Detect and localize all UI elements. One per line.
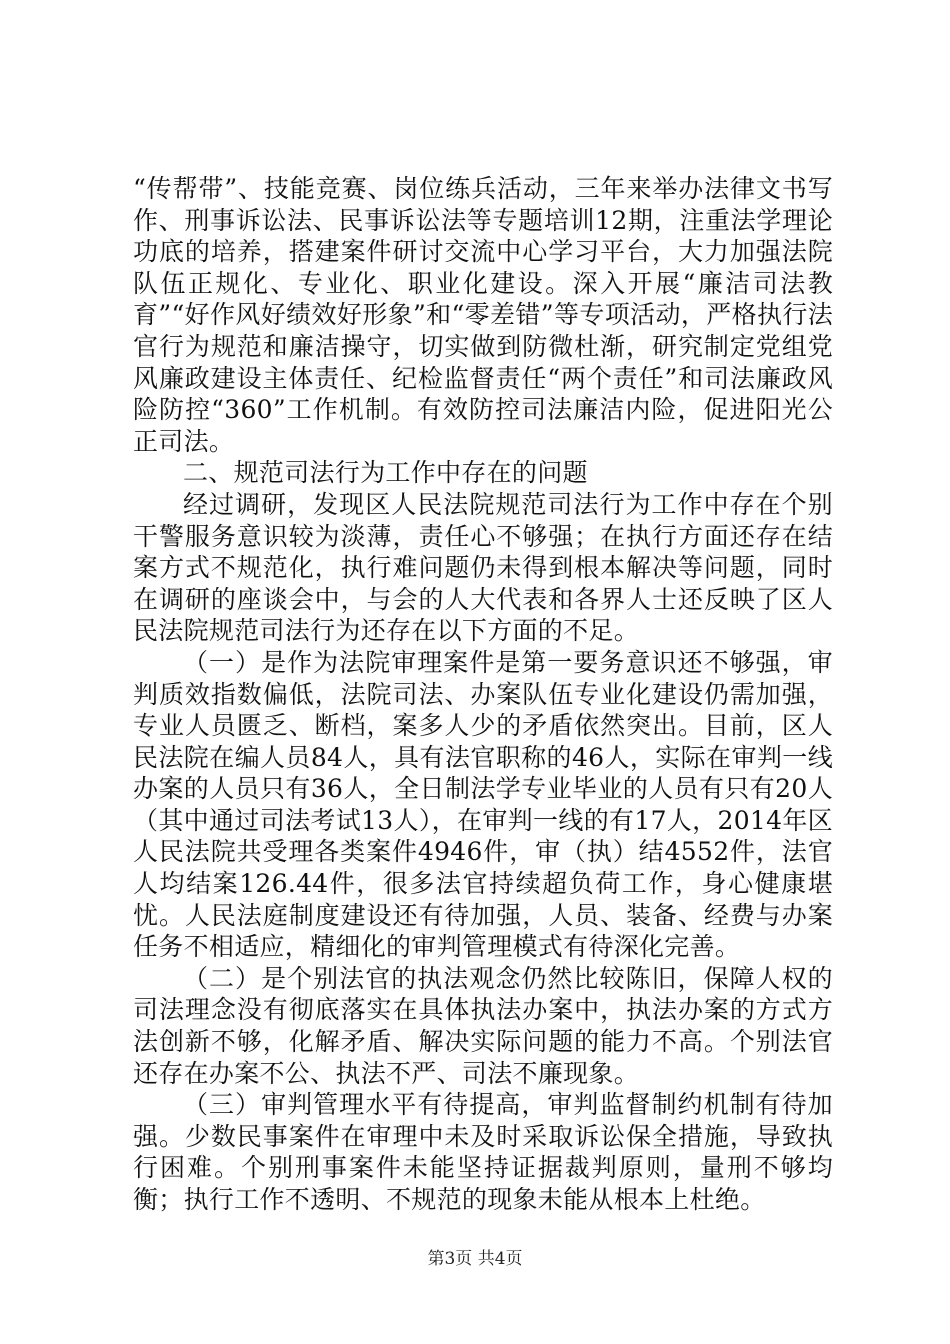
paragraph-issue-one: （一）是作为法院审理案件是第一要务意识还不够强，审判质效指数偏低，法院司法、办案队伍专业化建设仍需加强，专业人员匮乏、断档，案多人少的矛盾依然突出。目前，区人民法院在编人员84人，具有法官职称的46人，实际在审判一线办案的人员只有36人，全日制法学专业毕业的人员有只有20人（其中通过司法考试13人），在审判一线的有17人，2014年区人民法院共受理各类案件4946件，审（执）结4552件，法官人均结案126.44件，很多法官持续超负荷工作，身心健康堪忧。人民法庭制度建设还有待加强，人员、装备、经费与办案任务不相适应，精细化的审判管理模式有待深化完善。 [133, 647, 833, 962]
document-body [133, 173, 833, 1216]
page-number-footer: 第3页 共4页 [427, 1249, 523, 1269]
paragraph-research-findings: 经过调研，发现区人民法院规范司法行为工作中存在个别干警服务意识较为淡薄，责任心不够强；在执行方面还存在结案方式不规范化，执行难问题仍未得到根本解决等问题，同时在调研的座谈会中，与会的人大代表和各界人士还反映了区人民法院规范司法行为还存在以下方面的不足。 [133, 489, 833, 646]
paragraph-issue-two: （二）是个别法官的执法观念仍然比较陈旧，保障人权的司法理念没有彻底落实在具体执法办案中，执法办案的方式方法创新不够，化解矛盾、解决实际问题的能力不高。个别法官还存在办案不公、执法不严、司法不廉现象。 [133, 963, 833, 1088]
paragraph-continuation: “传帮带”、技能竞赛、岗位练兵活动，三年来举办法律文书写作、刑事诉讼法、民事诉讼法等专题培训12期，注重法学理论功底的培养，搭建案件研讨交流中心学习平台，大力加强法院队伍正规化、专业化、职业化建设。深入开展“廉洁司法教育”“好作风好绩效好形象”和“零差错”等专项活动，严格执行法官行为规范和廉洁操守，切实做到防微杜渐，研究制定党组党风廉政建设主体责任、纪检监督责任“两个责任”和司法廉政风险防控“360”工作机制。有效防控司法廉洁内险，促进阳光公正司法。 [133, 174, 833, 456]
section-heading: 二、规范司法行为工作中存在的问题 [183, 458, 588, 488]
paragraph-issue-three: （三）审判管理水平有待提高，审判监督制约机制有待加强。少数民事案件在审理中未及时采取诉讼保全措施，导致执行困难。个别刑事案件未能坚持证据裁判原则，量刑不够均衡；执行工作不透明、不规范的现象未能从根本上杜绝。 [133, 1090, 833, 1214]
